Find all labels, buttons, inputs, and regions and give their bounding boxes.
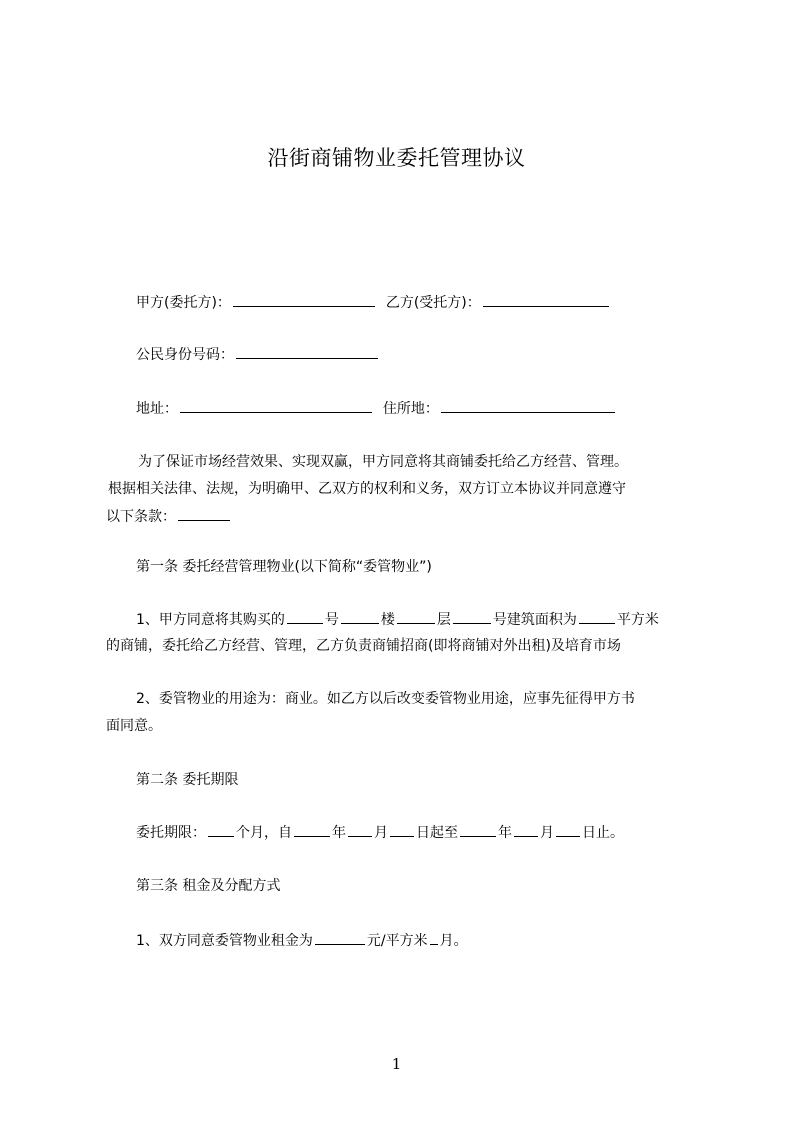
term-blank-end-day xyxy=(556,822,580,837)
party-a-blank xyxy=(233,292,375,307)
term-blank-start-year xyxy=(294,822,330,837)
intro-blank xyxy=(178,506,230,521)
id-blank xyxy=(236,344,378,359)
party-line xyxy=(136,292,611,313)
document-title: 沿街商铺物业委托管理协议 xyxy=(267,146,526,170)
term-blank-start-day xyxy=(390,822,414,837)
article-2-heading: 第二条 委托期限 xyxy=(136,772,239,788)
clause-1-1-line-2: 的商铺，委托给乙方经营、管理，乙方负责商铺招商(即将商铺对外出租)及培育市场 xyxy=(106,638,621,654)
term-blank-end-year xyxy=(460,822,496,837)
rent-line xyxy=(136,930,468,951)
term-line xyxy=(136,822,624,843)
term-text-c: 年 xyxy=(332,825,346,841)
article-3-heading: 第三条 租金及分配方式 xyxy=(136,878,281,894)
address-line xyxy=(136,398,617,419)
residence-label: 住所地： xyxy=(382,401,439,417)
rent-text-b: 元/平方米 xyxy=(366,933,428,949)
clause-1-1-text-b: 号 xyxy=(324,612,339,628)
article-1-heading: 第一条 委托经营管理物业(以下简称“委管物业”) xyxy=(136,559,432,575)
term-text-a: 委托期限： xyxy=(136,825,206,841)
party-a-label: 甲方(委托方)： xyxy=(136,295,231,311)
term-text-g: 月 xyxy=(540,825,554,841)
clause-1-1-text-f: 平方米 xyxy=(616,612,659,628)
term-text-d: 月 xyxy=(374,825,388,841)
term-text-b: 个月，自 xyxy=(236,825,292,841)
party-b-blank xyxy=(483,292,609,307)
id-line xyxy=(136,344,380,365)
term-blank-end-month xyxy=(514,822,538,837)
id-label: 公民身份号码： xyxy=(136,347,234,363)
clause-1-1-text-c: 楼 xyxy=(380,612,395,628)
rent-text-c: 月。 xyxy=(439,933,468,949)
term-text-e: 日起至 xyxy=(416,825,458,841)
term-text-f: 年 xyxy=(498,825,512,841)
page-number: 1 xyxy=(391,1055,402,1073)
address-blank xyxy=(180,398,372,413)
clause-1-1-blank-3 xyxy=(397,609,435,624)
rent-text-a: 1、双方同意委管物业租金为 xyxy=(136,933,313,949)
rent-blank-amount xyxy=(315,930,365,945)
term-text-h: 日止。 xyxy=(582,825,624,841)
clause-1-1-text-d: 层 xyxy=(436,612,451,628)
clause-1-1-blank-2 xyxy=(341,609,379,624)
term-blank-start-month xyxy=(348,822,372,837)
term-blank-months xyxy=(208,822,234,837)
intro-line-3-text: 以下条款： xyxy=(106,509,176,525)
intro-line-3 xyxy=(106,506,232,527)
party-b-label: 乙方(受托方)： xyxy=(385,295,481,311)
intro-line-2: 根据相关法律、法规，为明确甲、乙双方的权利和义务，双方订立本协议并同意遵守 xyxy=(108,481,626,497)
clause-1-2-line-1: 2、委管物业的用途为：商业。如乙方以后改变委管物业用途，应事先征得甲方书 xyxy=(136,691,635,707)
clause-1-2-line-2: 面同意。 xyxy=(106,718,162,734)
address-label: 地址： xyxy=(136,401,178,417)
clause-1-1-blank-5 xyxy=(579,609,615,624)
clause-1-1-blank-1 xyxy=(287,609,323,624)
clause-1-1-text-a: 1、甲方同意将其购买的 xyxy=(136,612,285,628)
clause-1-1-blank-4 xyxy=(453,609,491,624)
intro-line-1: 为了保证市场经营效果、实现双赢，甲方同意将其商铺委托给乙方经营、管理。 xyxy=(138,454,628,470)
residence-blank xyxy=(441,398,615,413)
clause-1-1-line-1 xyxy=(136,609,659,630)
clause-1-1-text-e: 号建筑面积为 xyxy=(492,612,577,628)
rent-blank-period xyxy=(430,930,438,945)
